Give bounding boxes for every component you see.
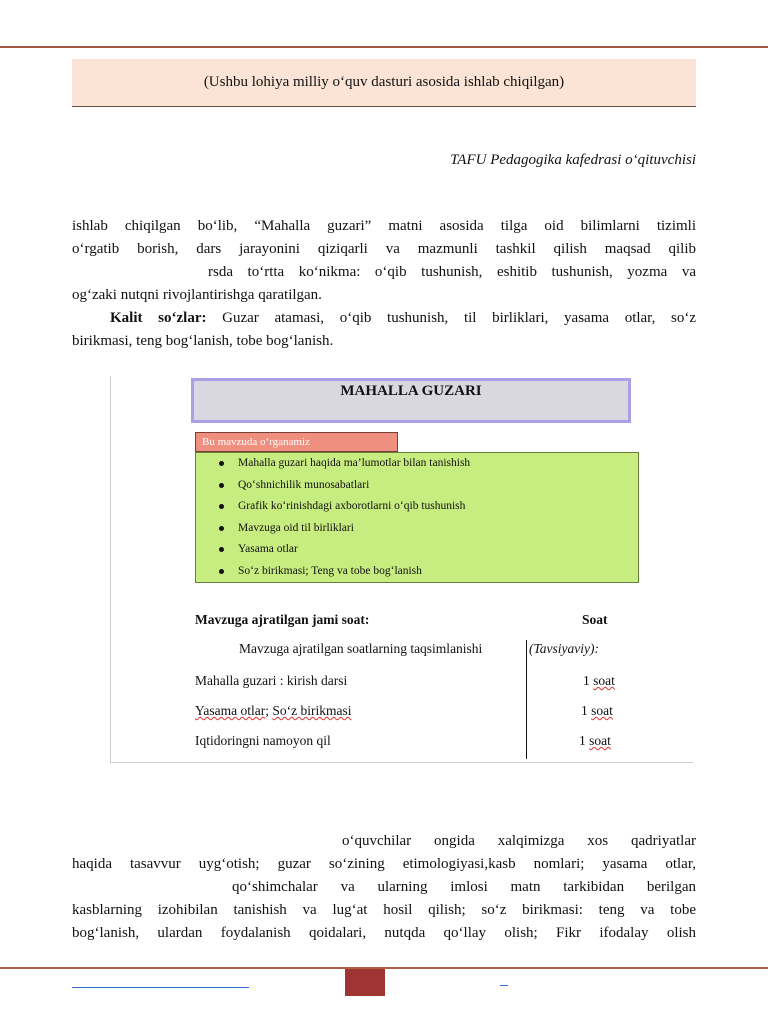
total-hours-unit: Soat — [582, 612, 608, 627]
topic-label: So‘z birikmasi; Teng va tobe bog‘lanish — [238, 564, 422, 577]
keywords-label: Kalit so‘zlar: — [110, 310, 207, 326]
intro-line-1: ishlab chiqilgan bo‘lib, “Mahalla guzari” matni asosida tilga oid bilimlarni tizimli — [72, 218, 696, 234]
top-rule — [0, 46, 768, 48]
topic-label: Qo‘shnichilik munosabatlari — [238, 478, 370, 491]
hours-value: 1 — [579, 733, 590, 748]
closing-line-4: kasblarning izohibilan tanishish va lug‘at hosil qilish; so‘z birikmasi: teng va tobe — [72, 902, 696, 918]
list-item — [196, 561, 638, 583]
row-name-sep: ; — [265, 703, 273, 718]
intro-line-4: og‘zaki nutqni rivojlantirishga qaratilgan. — [72, 287, 322, 303]
closing-line-5: bog‘lanish, ulardan foydalanish qoidalari, nutqda qo‘llay olish; Fikr ifodalay olish — [72, 925, 696, 941]
closing-paragraph — [72, 830, 696, 945]
table-row-name — [195, 703, 352, 719]
hours-unit: soat — [593, 673, 615, 688]
figure-subtitle: Bu mavzuda o‘rganamiz — [195, 432, 398, 452]
hours-value: 1 — [581, 703, 592, 718]
bullet-icon — [219, 504, 224, 509]
author-line: TAFU Pedagogika kafedrasi o‘qituvchisi — [450, 152, 696, 168]
keywords-line-2: birikmasi, teng bog‘lanish, tobe bog‘lanish. — [72, 333, 334, 349]
table-row-hours — [583, 673, 615, 689]
page-number-block — [345, 969, 385, 996]
bullet-icon — [219, 526, 224, 531]
footer-link[interactable] — [72, 987, 249, 988]
intro-line-2: o‘rgatib borish, dars jarayonini qiziqarli va mazmunli tashkil qilish maqsad qilib — [72, 241, 696, 257]
bullet-icon — [219, 461, 224, 466]
closing-line-1: o‘quvchilar ongida xalqimizga xos qadriyatlar — [342, 833, 696, 849]
total-hours-label: Mavzuga ajratilgan jami soat: — [195, 612, 370, 627]
topic-label: Mahalla guzari haqida ma’lumotlar bilan tanishish — [238, 457, 471, 469]
table-divider — [526, 640, 527, 759]
list-item — [196, 518, 638, 540]
distribution-note: (Tavsiyaviy): — [529, 641, 599, 656]
list-item — [196, 539, 638, 561]
table-row-name — [195, 733, 331, 749]
row-name-part: Yasama otlar — [195, 703, 266, 718]
intro-line-3: rsda to‘rtta ko‘nikma: o‘qib tushunish, eshitib tushunish, yozma va — [208, 264, 696, 280]
topic-list — [195, 452, 639, 583]
header-banner — [72, 59, 696, 107]
topic-figure — [110, 376, 693, 763]
header-text: (Ushbu lohiya milliy o‘quv dasturi asosida ishlab chiqilgan) — [203, 74, 565, 90]
topic-label: Grafik ko‘rinishdagi axborotlarni o‘qib tushunish — [238, 500, 466, 513]
keywords-text-1: Guzar atamasi, o‘qib tushunish, til birliklari, yasama otlar, so‘z — [206, 310, 696, 326]
table-row-name — [195, 673, 347, 689]
hours-value: 1 — [583, 673, 594, 688]
hours-unit: soat — [591, 703, 613, 718]
intro-paragraph — [72, 215, 696, 353]
list-item — [196, 475, 638, 497]
footer-dash — [500, 985, 508, 986]
bullet-icon — [219, 569, 224, 574]
topic-label: Yasama otlar — [238, 543, 298, 556]
closing-line-3: qo‘shimchalar va ularning imlosi matn tarkibidan berilgan — [232, 879, 696, 895]
hours-unit: soat — [589, 733, 611, 748]
bullet-icon — [219, 547, 224, 552]
table-row-hours — [579, 733, 611, 749]
topic-label: Mavzuga oid til birliklari — [238, 521, 354, 534]
row-name-part: So‘z birikmasi — [272, 703, 352, 718]
keywords-line-1 — [72, 307, 696, 330]
row-name-part: Iqtidoringni namoyon qil — [195, 733, 331, 748]
closing-line-2: haqida tasavvur uyg‘otish; guzar so‘zining etimologiyasi,kasb nomlari; yasama otlar, — [72, 856, 696, 872]
row-name-part: Mahalla guzari : kirish darsi — [195, 673, 348, 688]
distribution-label: Mavzuga ajratilgan soatlarning taqsimlanishi — [239, 641, 483, 656]
list-item — [196, 453, 638, 475]
table-row-hours — [581, 703, 613, 719]
list-item — [196, 496, 638, 518]
bullet-icon — [219, 483, 224, 488]
figure-title: MAHALLA GUZARI — [191, 378, 631, 423]
